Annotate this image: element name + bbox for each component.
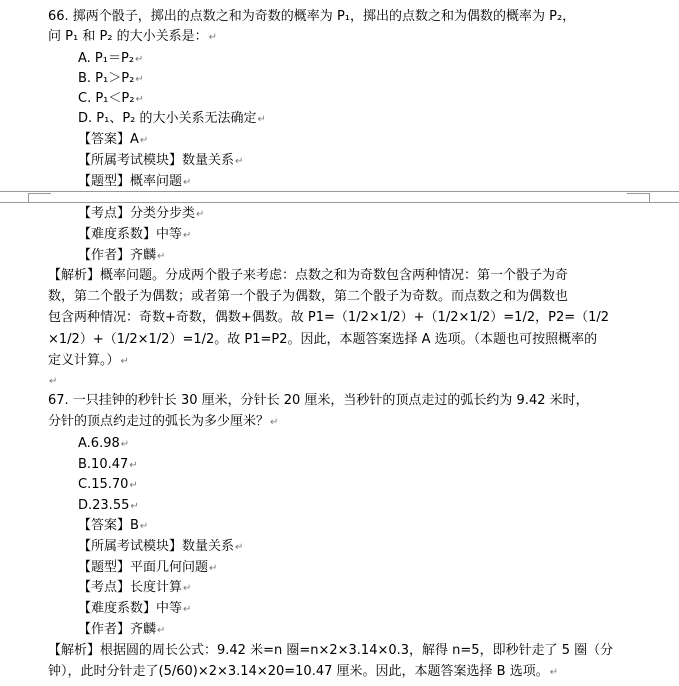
q67-option-c: C.15.70↵ (78, 477, 138, 492)
q67-option-a: A.6.98↵ (78, 436, 130, 451)
page-break (0, 191, 679, 203)
q66-analysis-line5: 定义计算。）↵ (48, 353, 129, 368)
q67-answer: 【答案】B↵ (78, 518, 149, 533)
q66-option-d: D. P₁、P₂ 的大小关系无法确定↵ (78, 111, 266, 126)
q66-option-a: A. P₁＝P₂↵ (78, 51, 144, 66)
q67-point: 【考点】长度计算↵ (78, 580, 192, 595)
q66-option-c: C. P₁＜P₂↵ (78, 91, 144, 106)
q66-author: 【作者】齐麟↵ (78, 248, 166, 263)
q66-module: 【所属考试模块】数量关系↵ (78, 153, 244, 168)
q66-analysis-line2: 数，第二个骰子为偶数；或者第一个骰子为偶数，第二个骰子为奇数。而点数之和为偶数也 (48, 289, 569, 304)
q67-author: 【作者】齐麟↵ (78, 622, 166, 637)
q67-option-d: D.23.55↵ (78, 498, 139, 513)
q66-answer: 【答案】A↵ (78, 132, 149, 147)
q67-stem-line2: 分针的顶点约走过的弧长为多少厘米？↵ (48, 414, 279, 429)
page-edge-bottom (0, 202, 679, 203)
q67-difficulty: 【难度系数】中等↵ (78, 601, 192, 616)
page-corner-left (28, 193, 51, 202)
q66-analysis-line4: ×1/2）+（1/2×1/2）=1/2。故 P1=P2。因此，本题答案选择 A 选项。（本题也可按照概率的 (48, 332, 598, 347)
q67-module: 【所属考试模块】数量关系↵ (78, 539, 244, 554)
q66-difficulty: 【难度系数】中等↵ (78, 227, 192, 242)
q67-analysis-line1: 【解析】根据圆的周长公式：9.42 米=n 圈=n×2×3.14×0.3，解得 n=5，即秒针走了 5 圈（分 (48, 643, 614, 658)
q66-type: 【题型】概率问题↵ (78, 174, 192, 189)
q66-point: 【考点】分类分步类↵ (78, 206, 205, 221)
q66-option-b: B. P₁＞P₂↵ (78, 71, 144, 86)
empty-paragraph: ↵ (49, 376, 58, 387)
q66-stem-line2: 问 P₁ 和 P₂ 的大小关系是：↵ (48, 29, 218, 44)
q67-stem-line1: 67. 一只挂钟的秒针长 30 厘米，分针长 20 厘米，当秒针的顶点走过的弧长约为 9.42 米时， (48, 393, 589, 408)
q67-type: 【题型】平面几何问题↵ (78, 560, 218, 575)
q67-option-b: B.10.47↵ (78, 457, 138, 472)
q67-analysis-line2: 钟），此时分针走了(5/60)×2×3.14×20=10.47 厘米。因此，本题答案选择 B 选项。↵ (48, 664, 559, 679)
page-edge-top (0, 191, 679, 192)
q66-stem-line1: 66. 掷两个骰子，掷出的点数之和为奇数的概率为 P₁，掷出的点数之和为偶数的概率为 P₂， (48, 9, 576, 24)
q66-analysis-line1: 【解析】概率问题。分成两个骰子来考虑：点数之和为奇数包含两种情况：第一个骰子为奇 (48, 268, 569, 283)
page-corner-right (627, 193, 650, 202)
q66-analysis-line3: 包含两种情况：奇数+奇数，偶数+偶数。故 P1=（1/2×1/2）+（1/2×1/2）=1/2，P2=（1/2 (48, 310, 610, 325)
